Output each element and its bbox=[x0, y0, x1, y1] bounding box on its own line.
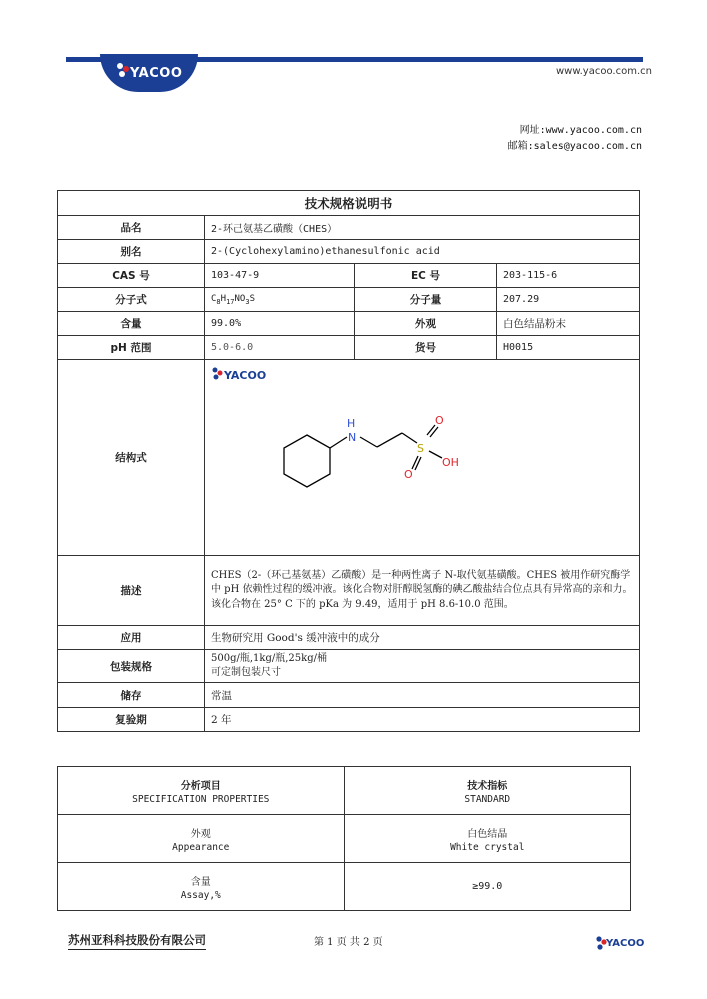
label-structure: 结构式 bbox=[58, 360, 205, 556]
label-application: 应用 bbox=[58, 626, 205, 650]
structure-cell bbox=[205, 360, 640, 556]
packaging-line-2: 可定制包装尺寸 bbox=[211, 667, 281, 678]
value-assay: 99.0% bbox=[205, 312, 355, 336]
label-mw: 分子量 bbox=[355, 288, 497, 312]
packaging-line-1: 500g/瓶,1kg/瓶,25kg/桶 bbox=[211, 653, 327, 664]
value-cas: 103-47-9 bbox=[205, 264, 355, 288]
spec-item-cn: 外观 bbox=[190, 828, 211, 840]
footer-logo bbox=[594, 934, 644, 956]
spec-header-right-cn: 技术指标 bbox=[467, 780, 508, 792]
spec-item-en: Appearance bbox=[172, 841, 230, 853]
specification-table bbox=[57, 766, 631, 911]
atom-oh: OH bbox=[442, 455, 459, 469]
header-logo bbox=[100, 54, 198, 92]
value-retest: 2 年 bbox=[205, 708, 640, 732]
table-row bbox=[58, 863, 631, 911]
spec-item-en: Assay,% bbox=[180, 889, 221, 901]
label-product-name: 品名 bbox=[58, 216, 205, 240]
label-assay: 含量 bbox=[58, 312, 205, 336]
spec-header-right-en: STANDARD bbox=[464, 793, 511, 805]
spec-sheet-title: 技术规格说明书 bbox=[58, 191, 640, 216]
value-ec: 203-115-6 bbox=[497, 264, 640, 288]
structure-logo-icon bbox=[213, 367, 223, 379]
label-alias: 别名 bbox=[58, 240, 205, 264]
spec-item-assay bbox=[58, 863, 345, 911]
value-mw: 207.29 bbox=[497, 288, 640, 312]
spec-standard-cn: 白色结晶 bbox=[467, 828, 508, 840]
website-line: 网址:www.yacoo.com.cn bbox=[519, 125, 642, 136]
value-appearance: 白色结晶粉末 bbox=[497, 312, 640, 336]
logo-text: YACOO bbox=[130, 66, 183, 81]
atom-o-bottom: O bbox=[404, 467, 413, 481]
spec-header-right bbox=[344, 767, 630, 815]
atom-s: S bbox=[417, 441, 424, 455]
footer-logo-text: YACOO bbox=[606, 938, 645, 949]
spec-standard-en: White crystal bbox=[450, 841, 525, 853]
label-ec: EC 号 bbox=[355, 264, 497, 288]
label-ph: pH 范围 bbox=[58, 336, 205, 360]
footer-page-number: 第 1 页 共 2 页 bbox=[314, 937, 383, 948]
atom-n: N bbox=[348, 430, 357, 444]
label-formula: 分子式 bbox=[58, 288, 205, 312]
table-row bbox=[58, 815, 631, 863]
spec-header-left-en: SPECIFICATION PROPERTIES bbox=[132, 793, 270, 805]
spec-header-left-cn: 分析项目 bbox=[180, 780, 221, 792]
spec-standard-appearance bbox=[344, 815, 630, 863]
label-description: 描述 bbox=[58, 556, 205, 626]
structure-diagram bbox=[205, 361, 639, 555]
label-appearance: 外观 bbox=[355, 312, 497, 336]
value-packaging bbox=[205, 650, 640, 683]
spec-standard-assay: ≥99.0 bbox=[344, 863, 630, 911]
header-url: www.yacoo.com.cn bbox=[556, 66, 652, 77]
cyclohexane-ring bbox=[284, 435, 330, 487]
email-line: 邮箱:sales@yacoo.com.cn bbox=[507, 141, 642, 152]
value-product-name: 2-环己氨基乙磺酸（CHES） bbox=[205, 216, 640, 240]
spec-sheet-table bbox=[57, 190, 640, 732]
atom-o-top: O bbox=[435, 413, 444, 427]
value-formula: $C_8H_{17}NO_3S$ bbox=[205, 288, 355, 312]
label-cas: CAS 号 bbox=[58, 264, 205, 288]
value-alias: 2-(Cyclohexylamino)ethanesulfonic acid bbox=[205, 240, 640, 264]
spec-header-left bbox=[58, 767, 345, 815]
spec-item-appearance bbox=[58, 815, 345, 863]
value-application: 生物研究用 Good's 缓冲液中的成分 bbox=[205, 626, 640, 650]
label-retest: 复验期 bbox=[58, 708, 205, 732]
footer-company: 苏州亚科科技股份有限公司 bbox=[68, 932, 206, 950]
value-description: CHES（2-（环己基氨基）乙磺酸）是一种两性离子 N-取代氨基磺酸。CHES 被用作研究酶学中 pH 依赖性过程的缓冲液。该化合物对肝醇脱氢酶的碘乙酸盐结合位点具有异常高的亲和力。该化合物在 25° C 下的 pKa 为 9.49，适用于 pH 8.6-10.0 范围。 bbox=[205, 556, 640, 626]
spec-item-cn: 含量 bbox=[190, 876, 211, 888]
structure-logo-text: YACOO bbox=[224, 368, 267, 382]
label-storage: 储存 bbox=[58, 683, 205, 708]
label-packaging: 包装规格 bbox=[58, 650, 205, 683]
label-catalog: 货号 bbox=[355, 336, 497, 360]
atom-h: H bbox=[347, 416, 356, 430]
value-ph: 5.0-6.0 bbox=[205, 336, 355, 360]
value-catalog: H0015 bbox=[497, 336, 640, 360]
value-storage: 常温 bbox=[205, 683, 640, 708]
